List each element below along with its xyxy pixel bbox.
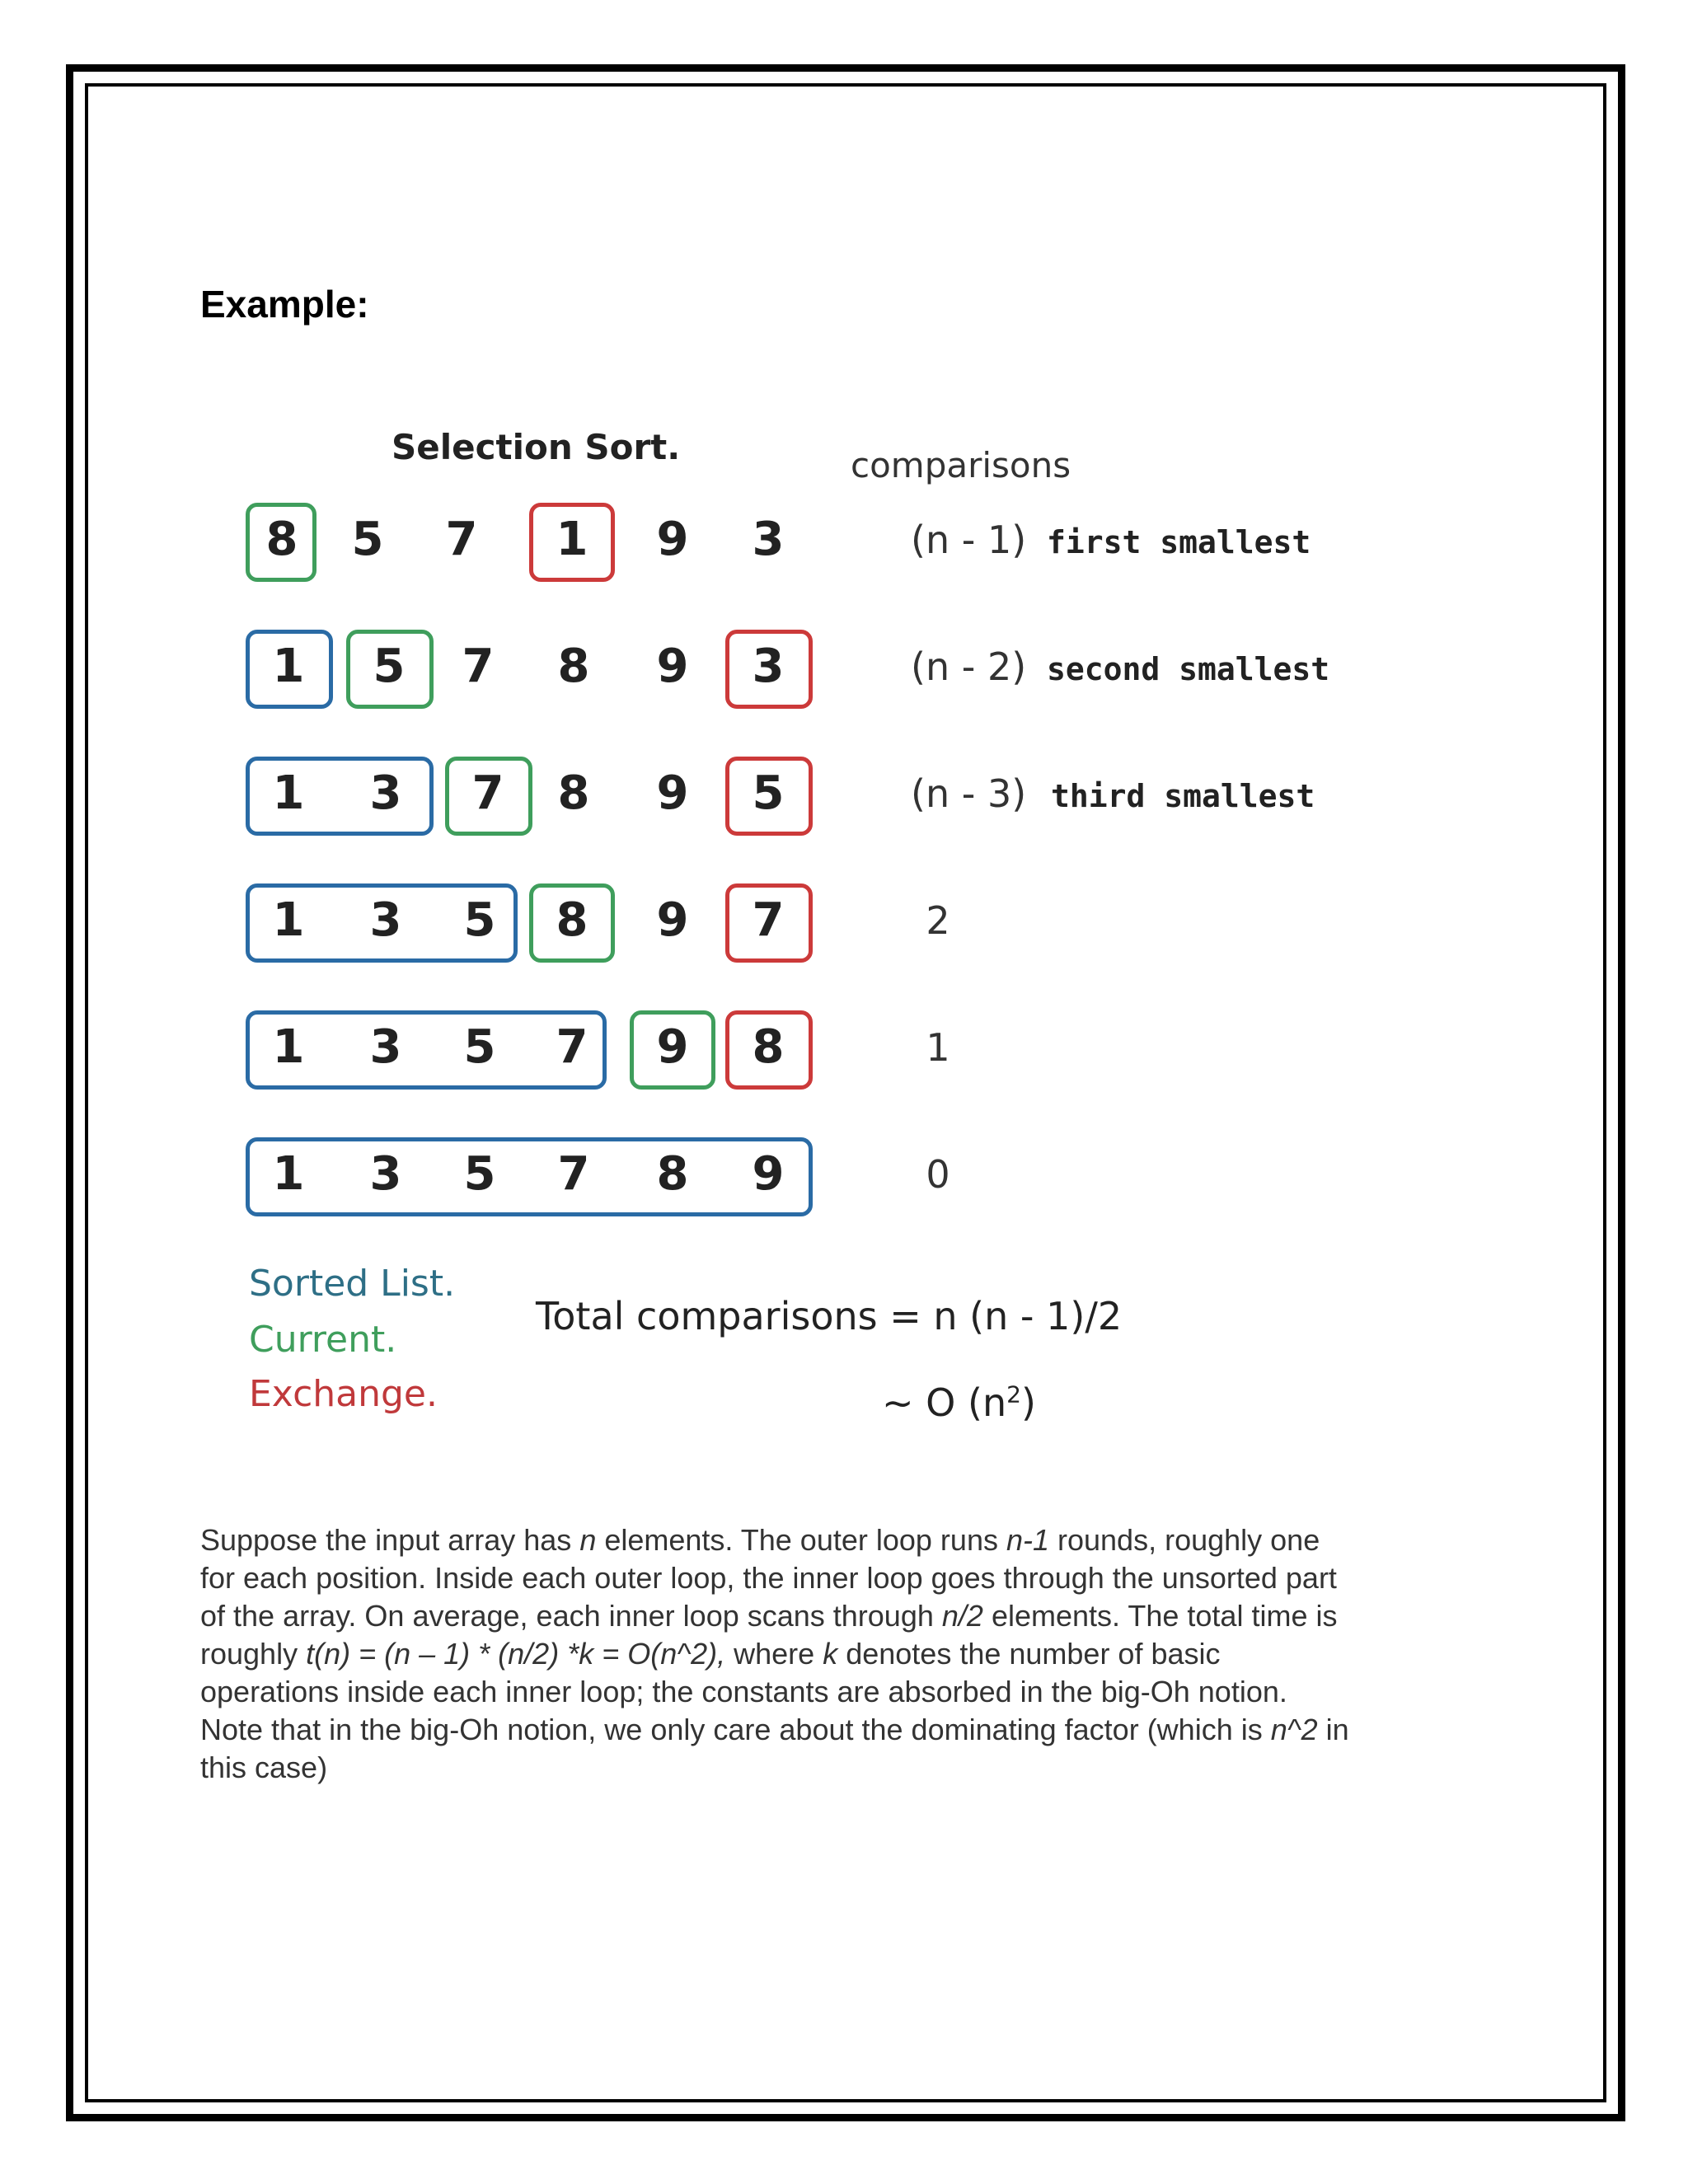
array-value: 7 [752,893,785,947]
comparison-count: (n - 3) [911,771,1027,816]
legend-sorted: Sorted List. [249,1263,456,1305]
array-value: 5 [463,893,496,947]
legend-exchange: Exchange. [249,1373,438,1415]
example-heading: Example: [200,283,369,326]
sort-step-row [231,494,1401,585]
text-run: elements. The outer loop runs [596,1523,1006,1557]
array-value: 9 [656,766,689,820]
comparisons-header: comparisons [851,445,1071,485]
text-run-italic: n [579,1523,597,1557]
array-value: 9 [656,513,689,566]
array-value: 7 [556,1020,588,1074]
array-value: 8 [557,640,590,693]
array-value: 1 [272,640,305,693]
sort-step-row [231,1129,1401,1220]
array-value: 3 [752,640,785,693]
big-o-formula [882,1380,1036,1425]
total-comparisons: Total comparisons = n (n - 1)/2 [536,1294,1123,1338]
array-value: 9 [752,1147,785,1201]
array-value: 1 [272,1147,305,1201]
array-value: 7 [471,766,504,820]
paragraph-line [200,1635,1494,1673]
text-run: Note that in the big-Oh notion, we only care about the dominating factor (which is [200,1713,1271,1746]
array-value: 3 [369,893,402,947]
array-value: 7 [462,640,495,693]
array-value: 3 [369,766,402,820]
text-run: of the array. On average, each inner loop scans through [200,1599,942,1633]
array-value: 5 [752,766,785,820]
array-value: 5 [373,640,406,693]
sorted-box [246,1137,813,1216]
text-run-italic: n^2 [1270,1713,1318,1746]
text-run: in [1317,1713,1349,1746]
paragraph-line: operations inside each inner loop; the constants are absorbed in the big-Oh notion. [200,1675,1287,1708]
paragraph-line [200,1521,1494,1559]
big-o-suffix: ) [1020,1380,1036,1425]
array-value: 3 [369,1147,402,1201]
step-note: first smallest [1047,524,1311,560]
sort-step-row [231,1002,1401,1093]
array-value: 5 [463,1020,496,1074]
big-o-prefix: ~ O (n [882,1380,1007,1425]
step-note: third smallest [1051,778,1315,814]
paragraph-line: for each position. Inside each outer loop, the inner loop goes through the unsorted part [200,1561,1337,1595]
array-value: 8 [656,1147,689,1201]
array-value: 1 [272,1020,305,1074]
array-value: 5 [463,1147,496,1201]
text-run-italic: t(n) = (n – 1) * (n/2) *k = O(n^2), [306,1637,726,1671]
legend-current: Current. [249,1319,397,1361]
array-value: 3 [369,1020,402,1074]
text-run: rounds, roughly one [1049,1523,1320,1557]
comparison-count: (n - 1) [911,518,1027,562]
text-run: elements. The total time is [982,1599,1338,1633]
big-o-exponent: 2 [1006,1380,1021,1408]
text-run-italic: n/2 [941,1599,983,1633]
array-value: 5 [351,513,384,566]
step-note: second smallest [1047,651,1330,687]
figure-title: Selection Sort. [392,427,681,467]
sort-step-row [231,875,1401,966]
sort-step-row [231,748,1401,839]
sort-step-row [231,621,1401,712]
paragraph-line: this case) [200,1750,328,1784]
explanation-paragraph [200,1521,1494,1787]
array-value: 8 [265,513,298,566]
array-value: 9 [656,640,689,693]
text-run-italic: k [823,1637,838,1671]
array-value: 1 [556,513,588,566]
array-value: 1 [272,893,305,947]
array-value: 9 [656,893,689,947]
paragraph-line [200,1711,1494,1749]
array-value: 8 [557,766,590,820]
array-value: 7 [445,513,478,566]
text-run: Suppose the input array has [200,1523,580,1557]
text-run: roughly [200,1637,307,1671]
array-value: 8 [556,893,588,947]
array-value: 1 [272,766,305,820]
array-value: 8 [752,1020,785,1074]
array-value: 7 [557,1147,590,1201]
array-value: 3 [752,513,785,566]
text-run-italic: n-1 [1006,1523,1049,1557]
selection-sort-figure [231,412,1401,1451]
comparison-count: 1 [926,1025,950,1070]
comparison-count: (n - 2) [911,644,1027,689]
comparison-count: 0 [926,1152,950,1197]
array-value: 9 [656,1020,689,1074]
comparison-count: 2 [926,898,950,943]
text-run: where [725,1637,823,1671]
paragraph-line [200,1597,1494,1635]
text-run: denotes the number of basic [837,1637,1221,1671]
